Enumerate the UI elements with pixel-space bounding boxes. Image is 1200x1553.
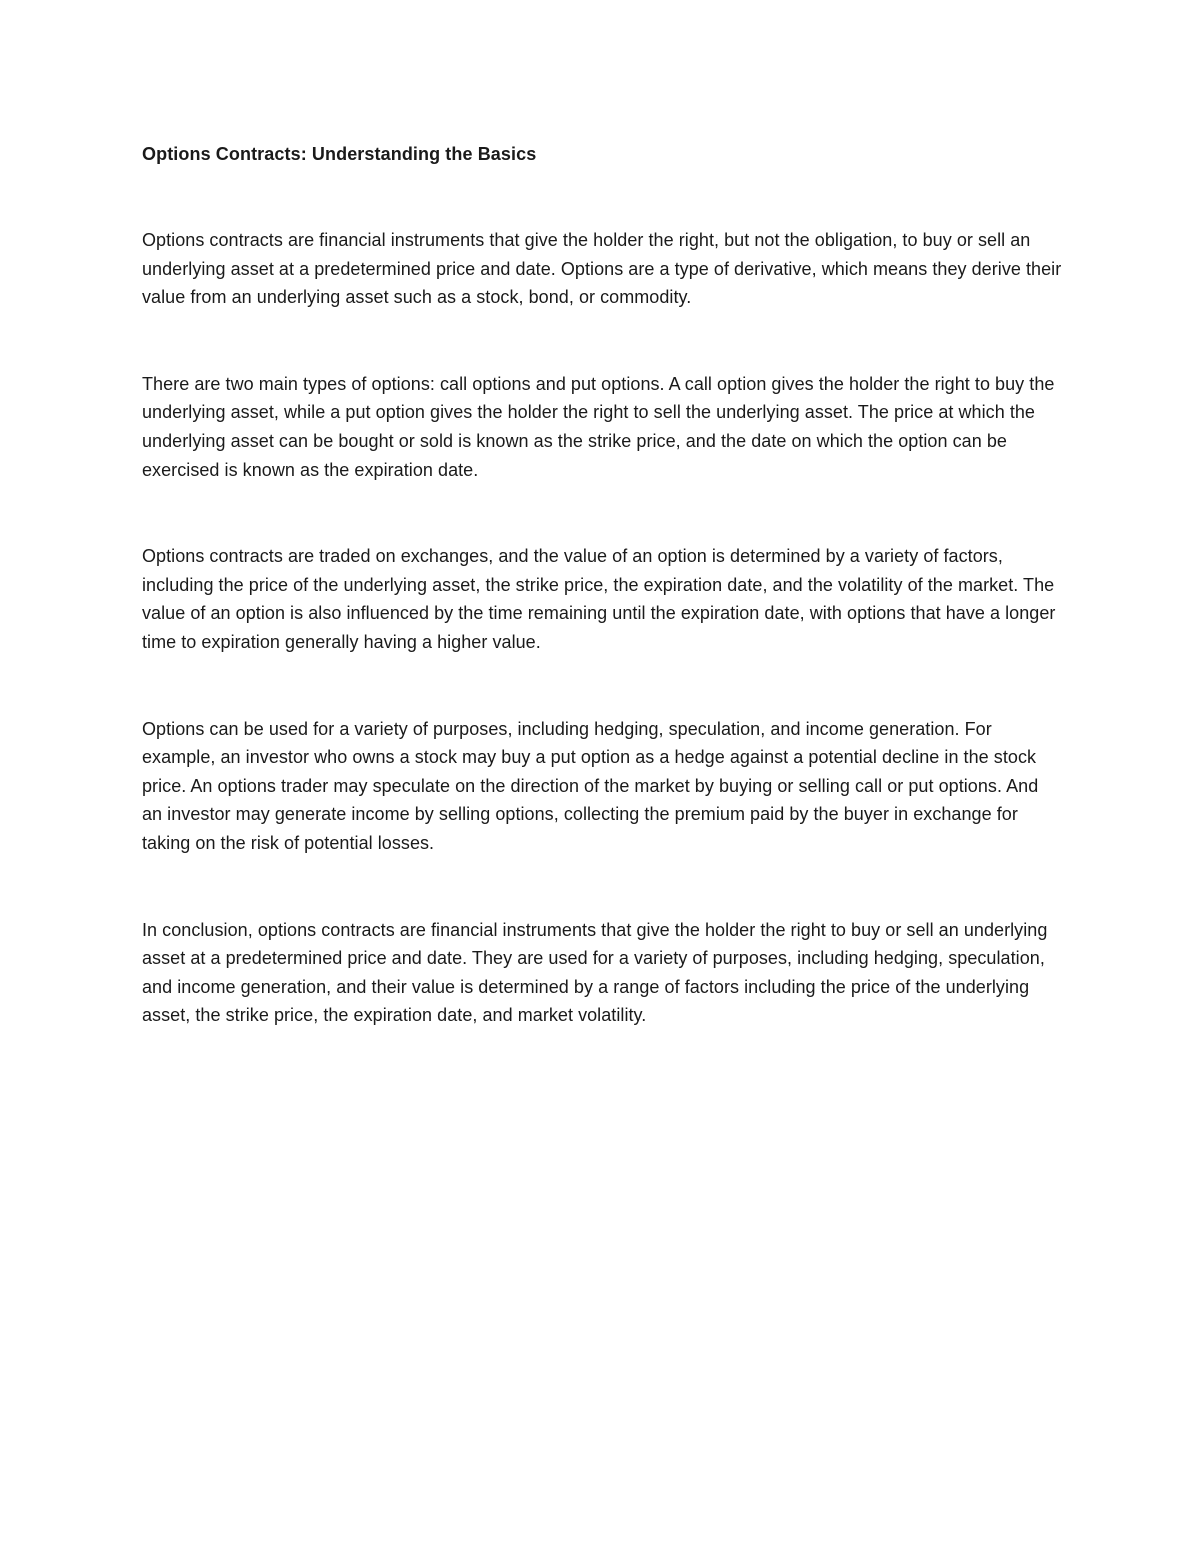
paragraph-types: There are two main types of options: call options and put options. A call option gives the holder the right to buy the underlying asset, while a put option gives the holder the right to sell the underlying asset. The price at which the underlying asset can be bought or sold is known as the strike price, and the date on which the option can be exercised is known as the expiration date.	[142, 373, 1055, 480]
paragraph-conclusion: In conclusion, options contracts are financial instruments that give the holder the right to buy or sell an underlying asset at a predetermined price and date. They are used for a variety of purposes, including hedging, speculation, and income generation, and their value is determined by a range of factors including the price of the underlying asset, the strike price, the expiration date, and market volatility.	[142, 919, 1048, 1026]
document-body	[142, 140, 1062, 1030]
paragraph-intro: Options contracts are financial instruments that give the holder the right, but not the obligation, to buy or sell an underlying asset at a predetermined price and date. Options are a type of derivative, which means they derive their value from an underlying asset such as a stock, bond, or commodity.	[142, 230, 1062, 308]
paragraph-valuation: Options contracts are traded on exchanges, and the value of an option is determined by a variety of factors, including the price of the underlying asset, the strike price, the expiration date, and the volatility of the market. The value of an option is also influenced by the time remaining until the expiration date, with options that have a longer time to expiration generally having a higher value.	[142, 546, 1056, 652]
document-title: Options Contracts: Understanding the Basics	[142, 144, 537, 164]
paragraph-uses: Options can be used for a variety of purposes, including hedging, speculation, and income generation. For example, an investor who owns a stock may buy a put option as a hedge against a potential decline in the stock price. An options trader may speculate on the direction of the market by buying or selling call or put options. And an investor may generate income by selling options, collecting the premium paid by the buyer in exchange for taking on the risk of potential losses.	[142, 718, 1039, 853]
